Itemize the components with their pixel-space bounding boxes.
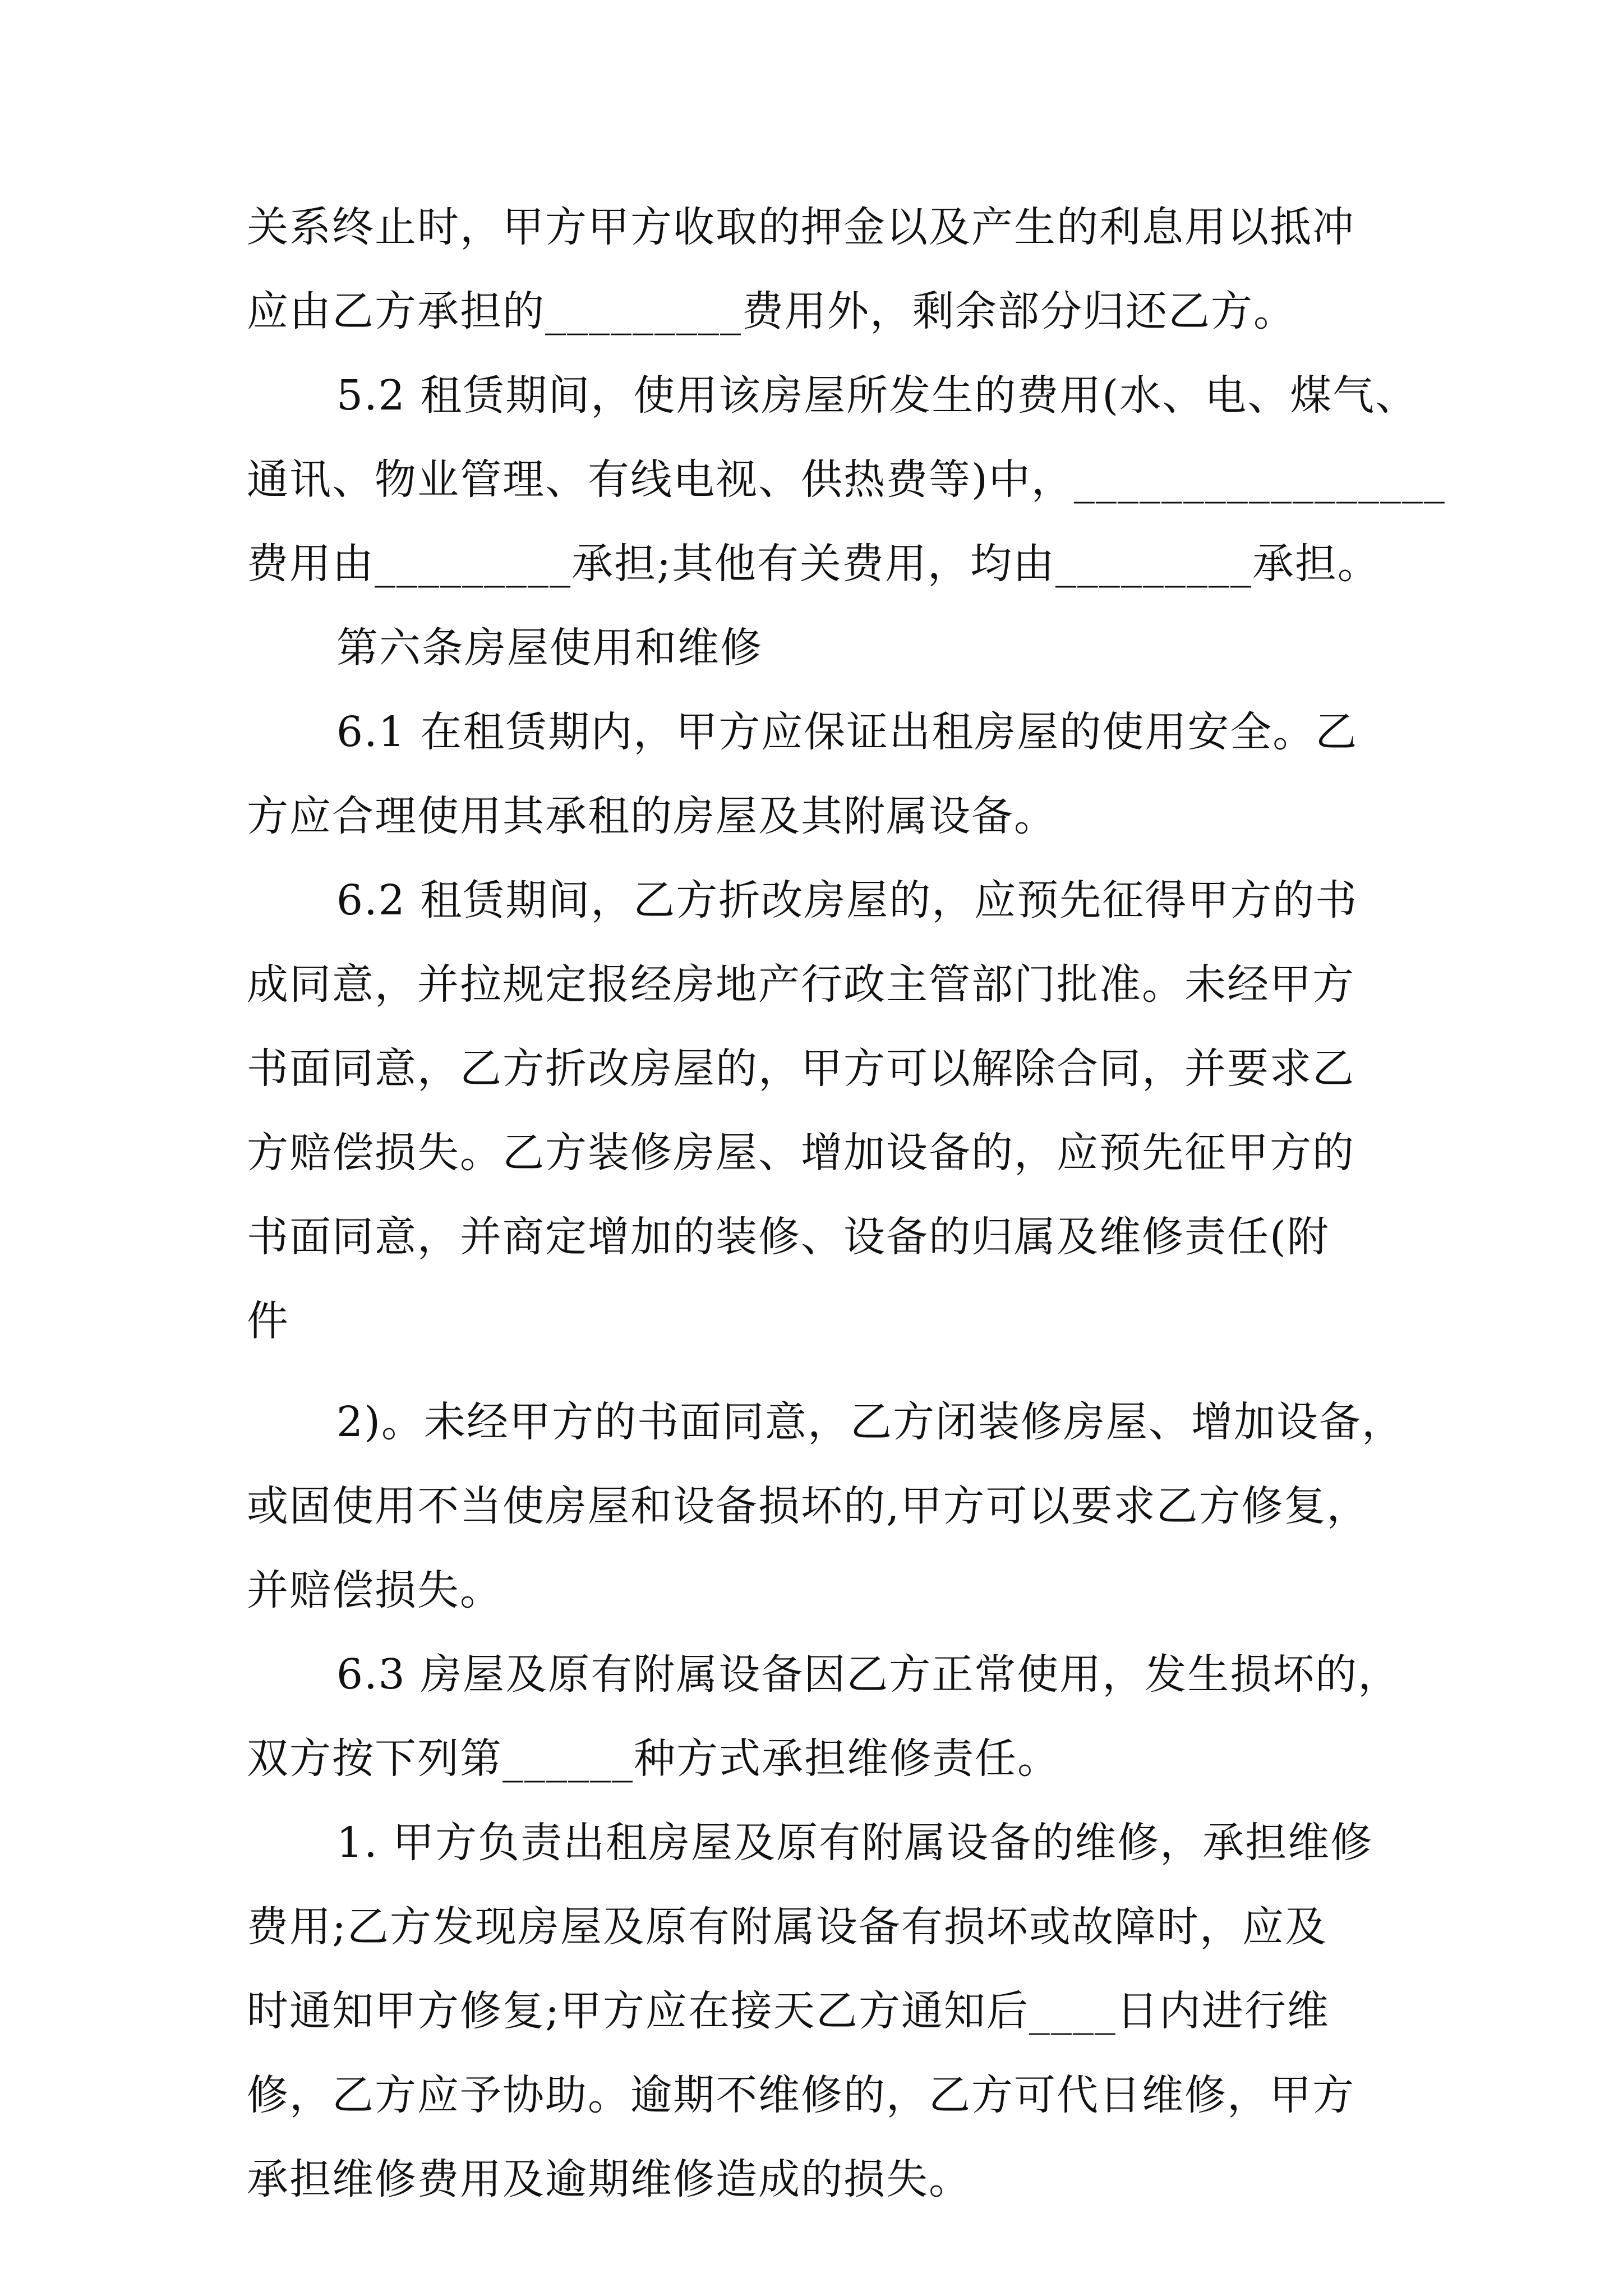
paragraph-line: 修，乙方应予协助。逾期不维修的，乙方可代日维修，甲方 xyxy=(247,2071,1355,2119)
section-heading: 第六条房屋使用和维修 xyxy=(336,624,763,672)
paragraph-line: 件 xyxy=(247,1297,289,1345)
paragraph-line: 时通知甲方修复;甲方应在接天乙方通知后____日内进行维 xyxy=(247,1987,1330,2035)
paragraph-line: 方应合理使用其承租的房屋及其附属设备。 xyxy=(247,792,1057,840)
paragraph-line: 书面同意，并商定增加的装修、设备的归属及维修责任(附 xyxy=(247,1213,1330,1261)
paragraph-line: 5.2 租赁期间，使用该房屋所发生的费用(水、电、煤气、 xyxy=(336,371,1418,420)
paragraph-line: 或固使用不当使房屋和设备损坏的,甲方可以要求乙方修复， xyxy=(247,1482,1370,1530)
paragraph-line: 费用由_________承担;其他有关费用，均由_________承担。 xyxy=(247,540,1380,588)
paragraph-line: 应由乙方承担的_________费用外，剩余部分归还乙方。 xyxy=(247,287,1296,335)
paragraph-line: 通讯、物业管理、有线电视、供热费等)中，_________________ xyxy=(247,455,1446,504)
paragraph-line: 关系终止时，甲方甲方收取的押金以及产生的利息用以抵冲 xyxy=(247,203,1355,251)
paragraph-line: 6.1 在租赁期内，甲方应保证出租房屋的使用安全。乙 xyxy=(336,708,1358,756)
paragraph-line: 承担维修费用及逾期维修造成的损失。 xyxy=(247,2155,971,2203)
paragraph-line: 6.3 房屋及原有附属设备因乙方正常使用，发生损坏的， xyxy=(336,1650,1401,1699)
paragraph-line: 1. 甲方负责出租房屋及原有附属设备的维修，承担维修 xyxy=(336,1819,1373,1867)
paragraph-line: 双方按下列第______种方式承担维修责任。 xyxy=(247,1734,1060,1783)
paragraph-line: 并赔偿损失。 xyxy=(247,1566,502,1614)
paragraph-line: 费用;乙方发现房屋及原有附属设备有损坏或故障时，应及 xyxy=(247,1903,1327,1951)
paragraph-line: 2)。未经甲方的书面同意，乙方闭装修房屋、增加设备， xyxy=(336,1398,1404,1446)
paragraph-line: 6.2 租赁期间，乙方折改房屋的，应预先征得甲方的书 xyxy=(336,876,1358,924)
paragraph-line: 成同意，并拉规定报经房地产行政主管部门批准。未经甲方 xyxy=(247,960,1355,1009)
paragraph-line: 书面同意，乙方折改房屋的，甲方可以解除合同，并要求乙 xyxy=(247,1045,1355,1093)
paragraph-line: 方赔偿损失。乙方装修房屋、增加设备的，应预先征甲方的 xyxy=(247,1129,1355,1177)
